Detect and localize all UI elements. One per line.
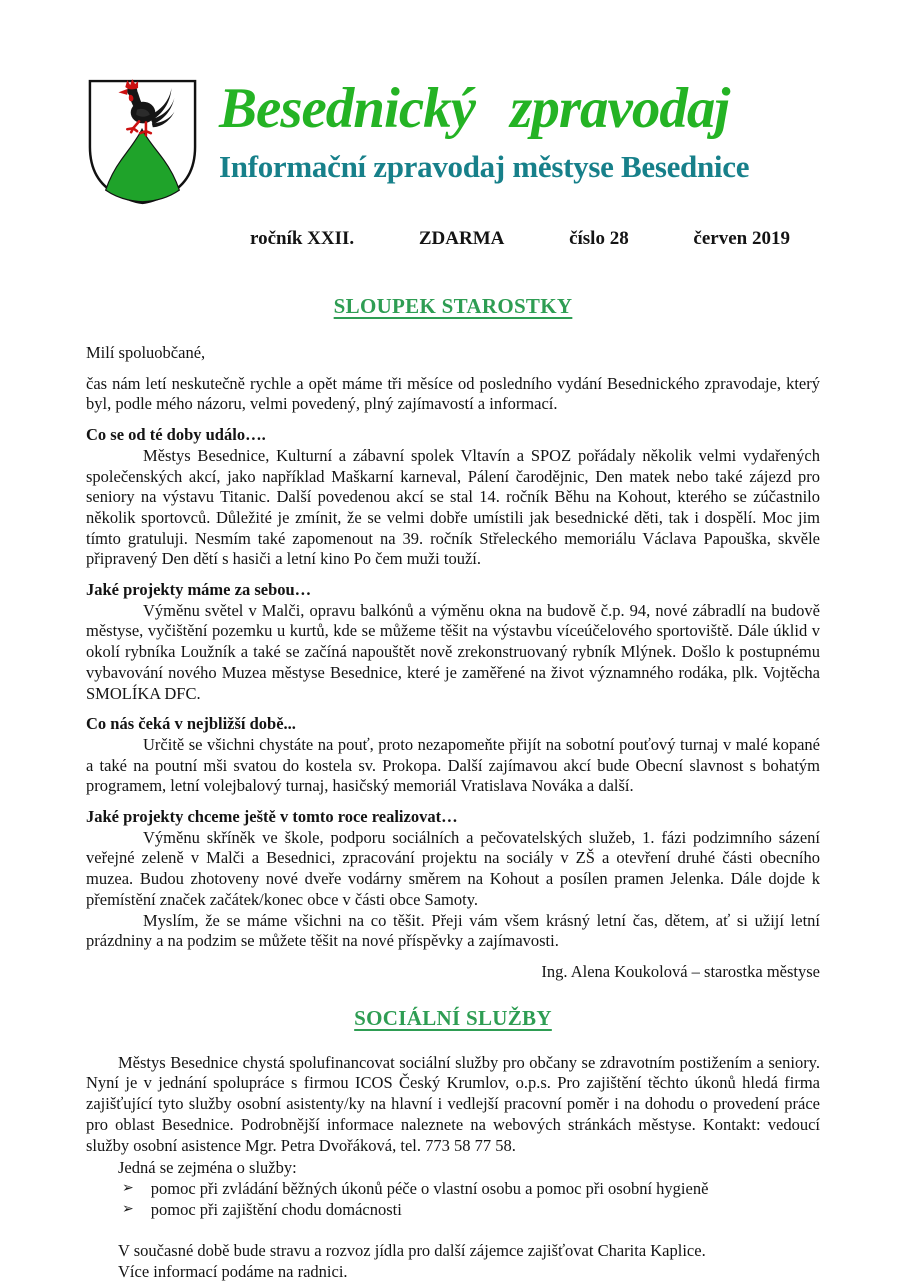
masthead <box>0 0 906 211</box>
subsection-title-udalo: Co se od té doby událo…. <box>86 425 266 445</box>
subsection-title-realizovat: Jaké projekty chceme ještě v tomto roce realizovat… <box>86 807 458 827</box>
volume-label: ročník XXII. <box>250 228 355 249</box>
newsletter-title: Besednický zpravodaj <box>219 77 730 140</box>
list-intro: Jedná se zejména o služby: <box>118 1158 297 1178</box>
issue-info-line <box>250 227 790 251</box>
list-item <box>86 1179 820 1200</box>
subsection-title-nejblizsi-doba: Co nás čeká v nejbližší době... <box>86 714 296 734</box>
signature-line: Ing. Alena Koukolová – starostka městyse <box>541 961 820 981</box>
besednice-coat-of-arms-icon <box>86 78 199 211</box>
list-item <box>86 1200 820 1221</box>
closing-line: Více informací podáme na radnici. <box>118 1262 348 1282</box>
subsection-title-za-sebou: Jaké projekty máme za sebou… <box>86 580 312 600</box>
salutation: Milí spoluobčané, <box>86 343 206 362</box>
issue-date-label: červen 2019 <box>693 228 790 249</box>
issue-number-label: číslo 28 <box>569 228 629 249</box>
closing-line: V současné době bude stravu a rozvoz jídla pro další zájemce zajišťovat Charita Kaplice. <box>118 1241 706 1261</box>
paragraph: Městys Besednice chystá spolufinancovat sociální služby pro občany se zdravotním postižením a seniory. Nyní je v jednání spolupráce s firmou ICOS Český Krumlov, o.p.s. Pro zajištění těchto úkonů hledá firma zajišťující tyto služby osobní asistenty/ky na hlavní i vedlejší pracovní poměr i na dohodu o provedení práce pro oblast Besednice. Podrobnější informace naleznete na webových stránkách městyse. Kontakt: vedoucí služby osobní asistence Mgr. Petra Dvořáková, tel. 773 58 77 58. <box>86 1052 820 1155</box>
arrow-bullet-icon: ➢ <box>122 1180 134 1196</box>
paragraph: Myslím, že se máme všichni na co těšit. Přeji vám všem krásný letní čas, dětem, ať si užijí letní prázdniny a na podzim se můžete těšit na nové příspěvky a zajímavosti. <box>86 910 820 951</box>
intro-paragraph: čas nám letí neskutečně rychle a opět máme tři měsíce od posledního vydání Besednického zpravodaje, který byl, podle mého názoru, velmi povedený, plný zajímavostí a informací. <box>86 373 820 414</box>
masthead-text <box>219 78 820 186</box>
list-item-text: pomoc při zvládání běžných úkonů péče o vlastní osobu a pomoc při osobní hygieně <box>150 1178 709 1198</box>
paragraph: Výměnu skříněk ve škole, podporu sociálních a pečovatelských služeb, 1. fázi podzimního sázení veřejné zeleně v Malči a Besednici, zpracování projektu na sociály v ZŠ a otevření druhé části obecního muzea. Budou zhotoveny nové dveře vodárny směrem na Kohout a posílen pramen Jelenka. Dále dojde k přemístění značek začátek/konec obce v části obce Samoty. <box>86 827 820 909</box>
arrow-bullet-icon: ➢ <box>122 1201 134 1217</box>
paragraph: Určitě se všichni chystáte na pouť, proto nezapomeňte přijít na sobotní pouťový turnaj v malé kopané a také na poutní mši svatou do kostela sv. Prokopa. Další zajímavou akcí bude Obecní slavnost s bohatým programem, letní volejbalový turnaj, hasičský memoriál Vratislava Nováka a další. <box>86 734 820 796</box>
paragraph: Městys Besednice, Kulturní a zábavní spolek Vltavín a SPOZ pořádaly několik velmi vydařených společenských akcí, jako například Maškarní karneval, Pálení čarodějnic, Den matek nebo také zájezd pro seniory na výstavu Titanic. Další povedenou akcí se stal 14. ročník Běhu na Kohout, kterého se zúčastnilo několik sportovců. Důležité je zmínit, že se velmi dobře umístili jak besednické děti, tak i dospělí. Moc jim tímto gratuluji. Nesmím také zapomenout na 39. ročník Střeleckého memoriálu Václava Papouška, skvěle připravený Den dětí s hasiči a letní kino Po čem muži touží. <box>86 445 820 569</box>
paragraph: Výměnu světel v Malči, opravu balkónů a výměnu okna na budově č.p. 94, nové zábradlí na budově městyse, vyčištění pozemku u kurtů, kde se můžeme těšit na výstavbu víceúčelového sportoviště. Dále úklid v okolí rybníka Loužník a také se začíná napouštět nově zrekonstruovaný rybník Mlýnek. Došlo k postupnému vybavování nového Muzea městyse Besednice, které je zaměřené na život významného rodáka, plk. Vojtěcha SMOLÍKA DFC. <box>86 600 820 703</box>
section-heading-sloupek-starostky: SLOUPEK STAROSTKY <box>333 294 573 318</box>
section-heading-socialni-sluzby: SOCIÁLNÍ SLUŽBY <box>354 1005 552 1030</box>
list-item-text: pomoc při zajištění chodu domácnosti <box>150 1199 402 1219</box>
newsletter-subtitle: Informační zpravodaj městyse Besednice <box>219 149 750 184</box>
price-label: ZDARMA <box>418 228 505 249</box>
